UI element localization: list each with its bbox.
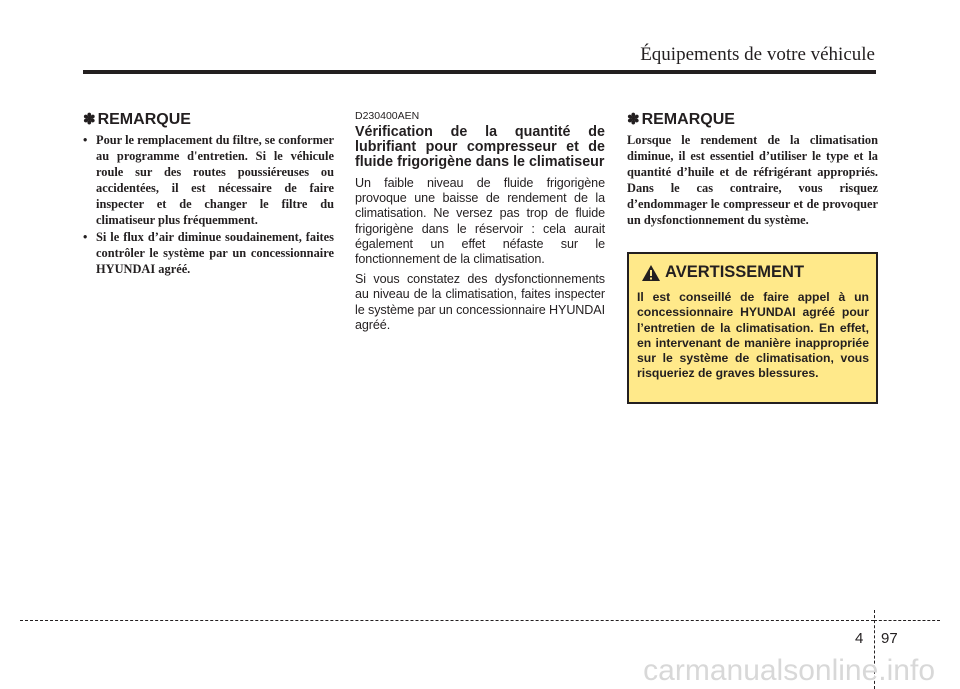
column-2 [355, 110, 605, 338]
bullet-icon: • [83, 229, 88, 244]
bullet-icon: • [83, 133, 88, 147]
remark-star-icon: ✽ [83, 111, 96, 128]
remark-bullet-list [83, 132, 334, 277]
warning-triangle-icon [641, 264, 661, 282]
footer-rule [20, 620, 874, 621]
section-title: Vérification de la quantité de lubrifiant pour compresseur et de fluide frigorigène dans le climatiseur [355, 124, 605, 170]
remark-bullet-item [83, 132, 334, 229]
section-code: D230400AEN [355, 110, 420, 122]
section-paragraph: Un faible niveau de fluide frigorigène provoque une baisse de rendement de la climatisation. Ne versez pas trop de fluide frigorigène dans le réservoir : cela aurait également un effet néfaste sur le fonctionnement de la climatisation. [355, 176, 605, 267]
warning-title: AVERTISSEMENT [665, 263, 805, 281]
column-3 [627, 110, 878, 229]
section-paragraph: Si vous constatez des dysfonctionnements au niveau de la climatisation, faites inspecter le système par un concessionnaire HYUNDAI agréé. [355, 272, 605, 332]
warning-text: Il est conseillé de faire appel à un concessionnaire HYUNDAI agréé pour l’entretien de la climatisation. En effet, en intervenant de manière inappropriée sur le système de climatisation, vous risqueriez de graves blessures. [637, 290, 869, 381]
column-1 [83, 110, 334, 277]
remark-heading-label: REMARQUE [641, 111, 735, 128]
remark-bullet-item [83, 229, 334, 277]
remark-heading [83, 110, 334, 130]
page-number: 97 [881, 630, 898, 647]
remark-star-icon: ✽ [627, 111, 640, 128]
chapter-number: 4 [855, 630, 864, 647]
remark-heading [627, 110, 878, 130]
remark-bullet-text: Si le flux d’air diminue soudainement, faites contrôler le système par un concessionnaire HYUNDAI agréé. [96, 229, 334, 276]
remark-text: Lorsque le rendement de la climatisation diminue, il est essentiel d’utiliser le type et la quantité d’huile et de réfrigérant appropriés. Dans le cas contraire, vous risquez d’endommager le compresseur et de provoquer un dysfonctionnement du système. [627, 133, 878, 228]
watermark: carmanualsonline.info [643, 654, 935, 687]
remark-heading-label: REMARQUE [97, 111, 191, 128]
header-rule [83, 70, 876, 74]
footer-rule-right [874, 620, 940, 621]
chapter-title: Équipements de votre véhicule [640, 44, 875, 65]
remark-bullet-text: Pour le remplacement du filtre, se conformer au programme d'entretien. Si le véhicule roule sur des routes poussiéreuses ou accidentées, il est nécessaire de faire inspecter et de changer le filtre du climatiseur plus fréquemment. [96, 133, 334, 228]
warning-header [641, 263, 804, 282]
warning-box [627, 252, 878, 404]
